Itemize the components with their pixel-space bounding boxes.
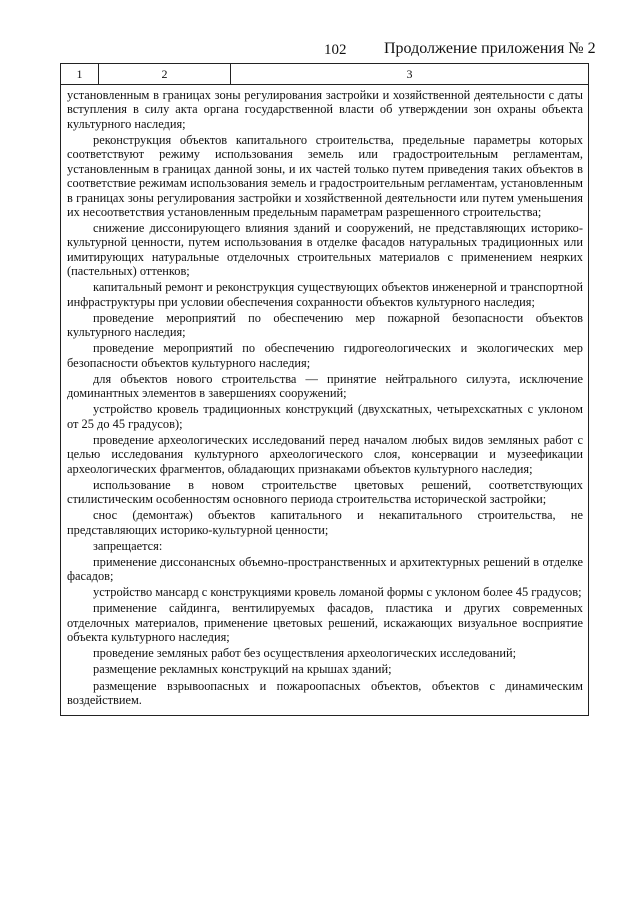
paragraph: размещение взрывоопасных и пожароопасных объектов, объектов с динамическим воздействием. xyxy=(67,678,583,707)
paragraph: установленным в границах зоны регулирования застройки и хозяйственной деятельности с даты вступления в силу акта органа государственной власти об утверждении зон охраны объекта культурного наследия; xyxy=(67,88,583,131)
column-header-1: 1 xyxy=(61,64,99,84)
paragraph: устройство мансард с конструкциями кровель ломаной формы с уклоном более 45 градусов; xyxy=(93,585,582,600)
paragraph: устройство кровель традиционных конструкций (двухскатных, четырехскатных с уклоном от 25 до 45 градусов); xyxy=(67,402,583,431)
table-header-row xyxy=(61,64,588,85)
appendix-title: Продолжение приложения № 2 xyxy=(384,40,596,57)
paragraph: для объектов нового строительства — принятие нейтрального силуэта, исключение доминантных элементов в завершениях сооружений; xyxy=(67,371,583,401)
paragraph: размещение рекламных конструкций на крышах зданий; xyxy=(93,662,392,677)
paragraph: снос (демонтаж) объектов капитального и некапитального строительства, не представляющих историко-культурной ценности; xyxy=(67,508,583,537)
paragraph: проведение земляных работ без осуществления археологических исследований; xyxy=(93,646,517,661)
paragraph: проведение мероприятий по обеспечению мер пожарной безопасности объектов культурного наследия; xyxy=(67,310,583,340)
paragraph: проведение археологических исследований перед началом любых видов земляных работ с целью исследования культурного археологического слоя, консервации и музеефикации археологических фрагментов, обладающих признаками объектов культурного наследия; xyxy=(67,432,583,476)
paragraph: снижение диссонирующего влияния зданий и сооружений, не представляющих историко-культурной ценности, путем использования в отделке фасадов натуральных традиционных или имитирующих натуральные отделочных строительных материалов с применением неярких (пастельных) оттенков; xyxy=(67,221,583,279)
paragraph: применение сайдинга, вентилируемых фасадов, пластика и других современных отделочных материалов, применение цветовых решений, искажающих визуальное восприятие объекта культурного наследия; xyxy=(67,601,583,645)
page-number: 102 xyxy=(324,42,347,58)
column-header-3: 3 xyxy=(406,67,413,81)
paragraph: капитальный ремонт и реконструкция существующих объектов инженерной и транспортной инфраструктуры при условии обеспечения сохранности объектов культурного наследия; xyxy=(67,280,583,309)
paragraph: применение диссонансных объемно-пространственных и архитектурных решений в отделке фасадов; xyxy=(67,554,583,584)
paragraph: использование в новом строительстве цветовых решений, соответствующих стилистическим особенностям основного периода строительства исторической застройки; xyxy=(67,477,583,507)
document-table xyxy=(60,63,589,716)
column-header-2: 2 xyxy=(99,64,231,84)
table-content-cell xyxy=(61,85,588,715)
paragraph: проведение мероприятий по обеспечению гидрогеологических и экологических мер безопасности объектов культурного наследия; xyxy=(67,341,583,370)
paragraph: реконструкция объектов капитального строительства, предельные параметры которых соответствуют режиму использования земель или градостроительным регламентам, установленным в границах данной зоны, и их частей только путем приведения таких объектов в соответствие режимам использования земель и градостроительным регламентам, установленным в границах зоны регулирования застройки и хозяйственной деятельности или путем уменьшения их несоответствия установленным предельным параметрам разрешенного строительства; xyxy=(67,132,583,219)
paragraph: запрещается: xyxy=(93,538,163,553)
